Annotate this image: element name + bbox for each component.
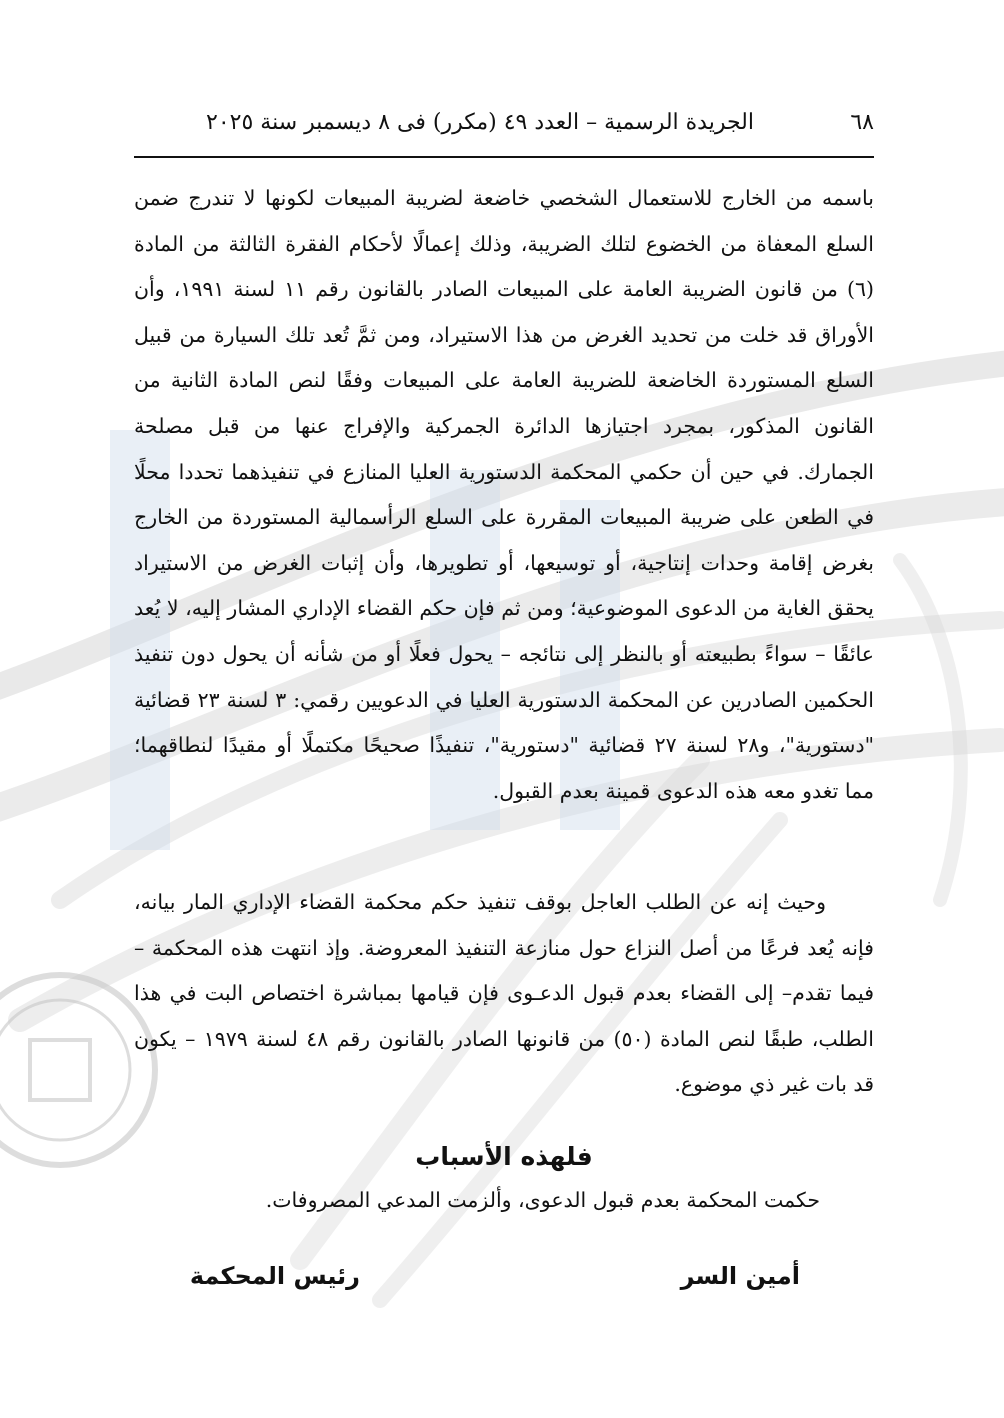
document-page [134, 0, 874, 1418]
seal-emblem [0, 975, 155, 1165]
page-number: ٦٨ [850, 110, 874, 135]
paragraph-1: باسمه من الخارج للاستعمال الشخصي خاضعة لضريبة المبيعات لكونها لا تندرج ضمن السلع المعفاة من الخضوع لتلك الضريبة، وذلك إعمالًا لأحكام الفقرة الثالثة من المادة (٦) من قانون الضريبة العامة على المبيعات الصادر بالقانون رقم ١١ لسنة ١٩٩١، وأن الأوراق قد خلت من تحديد الغرض من هذا الاستيراد، ومن ثمَّ تُعد تلك السيارة من قبيل السلع المستوردة الخاضعة للضريبة العامة على المبيعات وفقًا لنص المادة الثانية من القانون المذكور، بمجرد اجتيازها الدائرة الجمركية والإفراج عنها من قبل مصلحة الجمارك. في حين أن حكمي المحكمة الدستورية العليا المنازع في تنفيذهما تحددا محلًا في الطعن على ضريبة المبيعات المقررة على السلع الرأسمالية المستوردة من الخارج بغرض إقامة وحدات إنتاجية، أو توسيعها، أو تطويرها، وأن إثبات الغرض من الاستيراد يحقق الغاية من الدعوى الموضوعية؛ ومن ثم فإن حكم القضاء الإداري المشار إليه، لا يُعد عائقًا – سواءً بطبيعته أو بالنظر إلى نتائجه – يحول فعلًا أو من شأنه أن يحول دون تنفيذ الحكمين الصادرين عن المحكمة الدستورية العليا في الدعويين رقمي: ٣ لسنة ٢٣ قضائية "دستورية"، و٢٨ لسنة ٢٧ قضائية "دستورية"، تنفيذًا صحيحًا مكتملًا أو مقيدًا لنطاقهما؛ مما تغدو معه هذه الدعوى قمينة بعدم القبول. [134, 186, 874, 803]
page-header [134, 110, 874, 146]
signature-president: رئيس المحكمة [189, 1262, 360, 1290]
signature-secretary: أمين السر [680, 1262, 800, 1290]
paragraph-2: وحيث إنه عن الطلب العاجل بوقف تنفيذ حكم محكمة القضاء الإداري المار بيانه، فإنه يُعد فرعًا من أصل النزاع حول منازعة التنفيذ المعروضة. وإذ انتهت هذه المحكمة –فيما تقدم– إلى القضاء بعدم قبول الدعـوى فإن قيامها بمباشرة اختصاص البت في هذا الطلب، طبقًا لنص المادة (٥٠) من قانونها الصادر بالقانون رقم ٤٨ لسنة ١٩٧٩ – يكون قد بات غير ذي موضوع. [134, 890, 874, 1097]
ruling-text: حكمت المحكمة بعدم قبول الدعوى، وألزمت المدعي المصروفات. [265, 1188, 820, 1212]
reasons-heading: فلهذه الأسباب [415, 1142, 593, 1171]
running-title: الجريدة الرسمية – العدد ٤٩ (مكرر) فى ٨ ديسمبر سنة ٢٠٢٥ [206, 110, 754, 135]
header-rule [134, 156, 874, 158]
